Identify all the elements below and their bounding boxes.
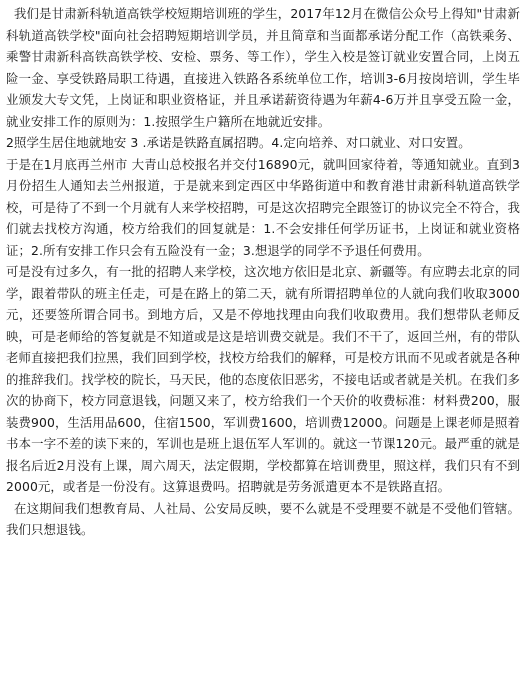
paragraph-intro: 我们是甘肃新科轨道高铁学校短期培训班的学生，2017年12月在微信公众号上得知"甘肃新科轨道高铁学校"面向社会招聘短期培训学员，并且简章和当面都承诺分配工作（高铁乘务、乘警甘肃新科高铁高铁学校、安检、票务、等工作），学生入校是签订就业安置合同，上岗五险一金、享受铁路局职工待遇，直接进入铁路各系统单位工作，培训3-6月按岗培训，学生毕业颁发大专文凭，上岗证和职业资格证，并且承诺薪资待遇为年薪4-6万并且享受五险一金，就业安排工作的原则为：1.按照学生户籍所在地就近安排。 <box>6 6 520 129</box>
paragraph-enrollment: 于是在1月底再兰州市 大青山总校报名并交付16890元，就叫回家待着，等通知就业。直到3月份招生人通知去兰州报道，于是就来到定西区中华路街道中和教育港甘肃新科轨道高铁学校，可是待了不到一个月就有人来学校招聘，可是这次招聘完全跟签订的协议完全不符合，我们就去找校方沟通，校方给我们的回复就是：1.不会安排任何学历证书，上岗证和就业资格证；2.所有安排工作只会有五险没有一金；3.想退学的同学不予退任何费用。 <box>6 156 520 258</box>
paragraph-complaints: 可是没有过多久，有一批的招聘人来学校，这次地方依旧是北京、新疆等。有应聘去北京的同学，跟着带队的班主任走，可是在路上的第二天，就有所谓招聘单位的人就向我们收取3000元，还要签所谓合同书。到地方后，又是不停地找理由向我们收取费用。我们想带队老师反映，可是老师给的答复就是不知道或是这是培训费交就是。我们不干了，返回兰州，有的带队老师直接把我们拉黑，我们回到学校，找校方给我们的解释，可是校方讯而不见或者就是各种的推辞我们。找学校的院长，马天民，他的态度依旧恶劣，不接电话或者就是关机。在我们多次的协商下，校方同意退钱，问题又来了，校方给我们一个天价的收费标准：材料费200，服装费900，生活用品600，住宿1500，军训费1600，培训费12000。问题是上课老师是照着书本一字不差的读下来的，军训也是班上退伍军人军训的。就这一节课120元。最严重的就是报名后近2月没有上课，周六周天，法定假期，学校都算在培训费里，照这样，我们只有不到2000元，或者是一份没有。这算退费吗。招聘就是劳务派遣更本不是铁路直招。 <box>6 264 520 494</box>
paragraph-promises: 2照学生居住地就地安 3 .承诺是铁路直属招聘。4.定向培养、对口就业、对口安置。 <box>6 135 471 150</box>
paragraph-conclusion: 在这期间我们想教育局、人社局、公安局反映，要不么就是不受理要不就是不受他们管辖。我们只想退钱。 <box>6 500 520 537</box>
